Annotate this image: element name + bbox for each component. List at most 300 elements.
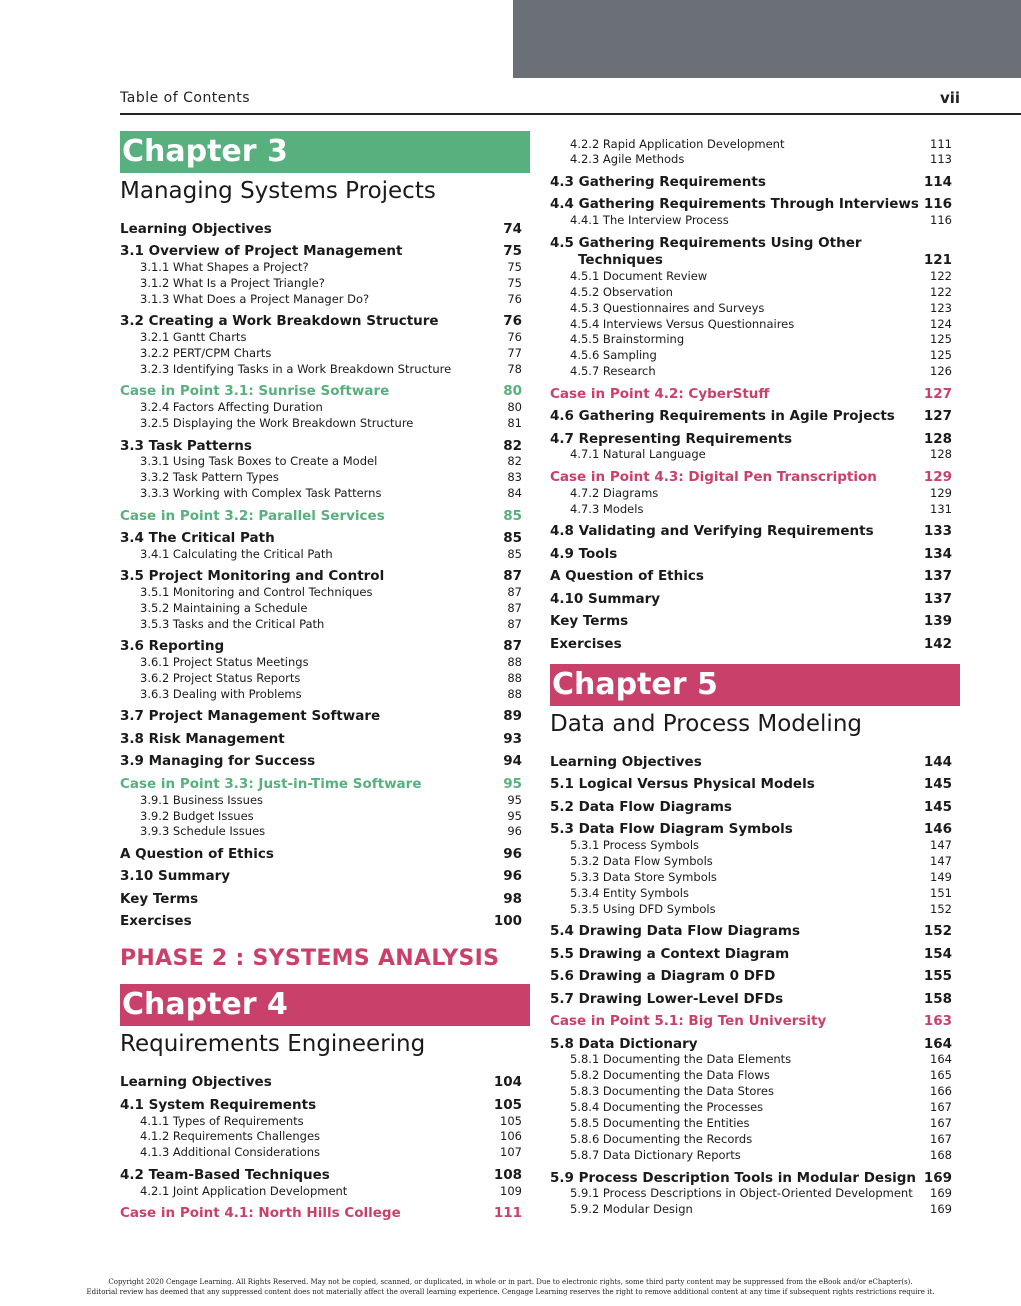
- toc-entry-title: Learning Objectives: [120, 221, 272, 237]
- toc-entry-title: 3.10 Summary: [120, 868, 231, 884]
- toc-entry-page: 151: [930, 886, 952, 900]
- toc-subentry: [120, 260, 522, 275]
- toc-entry-title: 3.6.2 Project Status Reports: [140, 671, 301, 685]
- toc-entry: [550, 946, 952, 964]
- toc-entry: [120, 530, 522, 548]
- toc-entry-page: 111: [493, 1205, 522, 1221]
- toc-entry-title: 3.3.3 Working with Complex Task Patterns: [140, 486, 382, 500]
- toc-subentry: [550, 1052, 952, 1067]
- toc-entry-page: 126: [930, 364, 952, 378]
- toc-subentry: [550, 1100, 952, 1115]
- toc-entry-page: 168: [930, 1148, 952, 1162]
- toc-entry-title: 5.8.5 Documenting the Entities: [570, 1116, 750, 1130]
- toc-subentry: [120, 655, 522, 670]
- toc-entry-page: 89: [503, 708, 522, 724]
- toc-entry-title: 3.3.1 Using Task Boxes to Create a Model: [140, 454, 378, 468]
- toc-entry-page: 146: [923, 821, 952, 837]
- toc-subentry: [120, 470, 522, 485]
- copyright-line-1: Copyright 2020 Cengage Learning. All Rights Reserved. May not be copied, scanned, or duplicated, in whole or in part. Due to electronic rights, some third party content may be suppressed from the eBook and/or eChapter(s).: [108, 1278, 913, 1286]
- toc-subentry: [120, 346, 522, 361]
- toc-entry-page: 128: [930, 447, 952, 461]
- toc-entry: [120, 1167, 522, 1185]
- toc-entry-title: 4.10 Summary: [550, 591, 661, 607]
- toc-subentry: [120, 547, 522, 562]
- toc-entry: [120, 1074, 522, 1092]
- toc-subentry: [550, 870, 952, 885]
- toc-entry-page: 100: [493, 913, 522, 929]
- toc-entry-page: 88: [507, 671, 522, 685]
- toc-entry-title: 3.9 Managing for Success: [120, 753, 316, 769]
- toc-entry-page: 77: [507, 346, 522, 360]
- toc-entry-title: Case in Point 4.2: CyberStuff: [550, 386, 770, 402]
- toc-entry-page: 74: [503, 221, 522, 237]
- toc-entry: [550, 568, 952, 586]
- toc-entry-title: 3.2.3 Identifying Tasks in a Work Breakdown Structure: [140, 362, 452, 376]
- toc-entry: [550, 613, 952, 631]
- chapter-4-banner: Chapter 4: [120, 984, 530, 1026]
- toc-entry-title: 4.1.2 Requirements Challenges: [140, 1129, 321, 1143]
- toc-entry: [120, 1097, 522, 1115]
- toc-entry: [120, 846, 522, 864]
- toc-entry: [120, 568, 522, 586]
- toc-subentry: [120, 362, 522, 377]
- toc-entry-page: 95: [507, 793, 522, 807]
- toc-entry-page: 96: [503, 846, 522, 862]
- toc-entry-page: 87: [507, 585, 522, 599]
- toc-case-in-point: [120, 508, 522, 526]
- toc-entry-title: 4.3 Gathering Requirements: [550, 174, 766, 190]
- toc-entry-title: 3.4 The Critical Path: [120, 530, 275, 546]
- toc-entry-page: 81: [507, 416, 522, 430]
- toc-subentry: [120, 330, 522, 345]
- toc-entry-page: 169: [930, 1202, 952, 1216]
- toc-entry-page: 155: [923, 968, 952, 984]
- toc-entry-page: 152: [923, 923, 952, 939]
- toc-entry: [550, 776, 952, 794]
- toc-entry-page: 114: [923, 174, 952, 190]
- toc-entry: [550, 235, 952, 253]
- toc-entry-page: 152: [930, 902, 952, 916]
- toc-entry-title: 4.2.3 Agile Methods: [570, 152, 685, 166]
- toc-subentry: [120, 671, 522, 686]
- toc-entry-title: 5.8.7 Data Dictionary Reports: [570, 1148, 741, 1162]
- toc-entry-title: 4.5.1 Document Review: [570, 269, 708, 283]
- toc-entry-title: Case in Point 3.3: Just-in-Time Software: [120, 776, 422, 792]
- toc-entry-title: 3.6.3 Dealing with Problems: [140, 687, 302, 701]
- toc-entry-title: 5.8.6 Documenting the Records: [570, 1132, 753, 1146]
- header-rule: [120, 113, 1021, 115]
- toc-entry: [550, 636, 952, 654]
- toc-entry: [550, 546, 952, 564]
- toc-entry-title: Case in Point 4.1: North Hills College: [120, 1205, 401, 1221]
- toc-entry-title: 5.5 Drawing a Context Diagram: [550, 946, 790, 962]
- toc-subentry: [550, 1132, 952, 1147]
- toc-subentry: [550, 213, 952, 228]
- toc-entry-page: 85: [503, 530, 522, 546]
- toc-entry: [550, 754, 952, 772]
- toc-entry-title: 3.3.2 Task Pattern Types: [140, 470, 279, 484]
- toc-entry-title: 3.5 Project Monitoring and Control: [120, 568, 385, 584]
- toc-entry-page: 116: [930, 213, 952, 227]
- toc-entry-title: 5.8.1 Documenting the Data Elements: [570, 1052, 792, 1066]
- toc-entry-page: 137: [923, 568, 952, 584]
- toc-entry-title: 4.2.1 Joint Application Development: [140, 1184, 348, 1198]
- toc-entry-title: 4.5.5 Brainstorming: [570, 332, 685, 346]
- toc-subentry: [550, 269, 952, 284]
- toc-case-in-point: [120, 776, 522, 794]
- toc-entry-title: 5.8.3 Documenting the Data Stores: [570, 1084, 774, 1098]
- toc-entry-page: 76: [507, 330, 522, 344]
- toc-subentry: [550, 137, 952, 152]
- toc-subentry: [120, 585, 522, 600]
- toc-entry-page: 105: [500, 1114, 522, 1128]
- toc-entry-title: 4.9 Tools: [550, 546, 618, 562]
- toc-entry-page: 122: [930, 285, 952, 299]
- toc-entry-title: Case in Point 4.3: Digital Pen Transcription: [550, 469, 877, 485]
- toc-case-in-point: [120, 383, 522, 401]
- toc-entry-title: 4.2.2 Rapid Application Development: [570, 137, 785, 151]
- toc-entry-title: 5.3.2 Data Flow Symbols: [570, 854, 713, 868]
- toc-entry-page: 164: [923, 1036, 952, 1052]
- toc-subentry: [120, 400, 522, 415]
- toc-entry-page: 87: [503, 638, 522, 654]
- running-head-title: Table of Contents: [120, 90, 251, 106]
- running-head: [120, 88, 960, 110]
- toc-subentry: [120, 416, 522, 431]
- toc-case-in-point: [550, 1013, 952, 1031]
- toc-entry-title: Case in Point 3.2: Parallel Services: [120, 508, 385, 524]
- toc-entry: [120, 731, 522, 749]
- toc-entry-page: 125: [930, 332, 952, 346]
- toc-entry-page: 142: [923, 636, 952, 652]
- toc-subentry: [550, 364, 952, 379]
- phase-heading: PHASE 2 : SYSTEMS ANALYSIS: [120, 946, 500, 971]
- toc-subentry: [550, 854, 952, 869]
- toc-entry-page: 163: [923, 1013, 952, 1029]
- toc-subentry: [120, 292, 522, 307]
- toc-subentry: [550, 348, 952, 363]
- toc-entry-page: 122: [930, 269, 952, 283]
- toc-subentry: [550, 301, 952, 316]
- toc-entry-page: 85: [503, 508, 522, 524]
- toc-entry-title: 5.7 Drawing Lower-Level DFDs: [550, 991, 784, 1007]
- toc-entry-page: 137: [923, 591, 952, 607]
- toc-entry-title: 3.1.3 What Does a Project Manager Do?: [140, 292, 370, 306]
- toc-entry-title: 5.3.5 Using DFD Symbols: [570, 902, 716, 916]
- toc-entry-page: 80: [503, 383, 522, 399]
- toc-entry-page: 84: [507, 486, 522, 500]
- toc-subentry: [120, 601, 522, 616]
- top-gray-band: [513, 0, 1021, 78]
- toc-entry-page: 75: [507, 276, 522, 290]
- toc-entry-page: 88: [507, 687, 522, 701]
- toc-case-in-point: [550, 469, 952, 487]
- toc-subentry: [550, 1116, 952, 1131]
- chapter-5-title: Data and Process Modeling: [550, 711, 862, 737]
- toc-subentry: [550, 332, 952, 347]
- toc-entry-title: 5.8.2 Documenting the Data Flows: [570, 1068, 770, 1082]
- toc-entry-title: Exercises: [120, 913, 192, 929]
- toc-subentry: [120, 1184, 522, 1199]
- toc-entry-page: 145: [923, 776, 952, 792]
- toc-subentry: [120, 1129, 522, 1144]
- toc-entry-page: 123: [930, 301, 952, 315]
- toc-entry-page: 169: [923, 1170, 952, 1186]
- toc-entry-title: 3.5.1 Monitoring and Control Techniques: [140, 585, 373, 599]
- toc-entry-title: 4.7 Representing Requirements: [550, 431, 793, 447]
- toc-subentry: [120, 276, 522, 291]
- toc-entry: [120, 891, 522, 909]
- toc-entry-title: 4.5 Gathering Requirements Using Other: [550, 235, 862, 251]
- toc-entry-page: 133: [923, 523, 952, 539]
- toc-entry: [550, 991, 952, 1009]
- toc-entry-page: 82: [507, 454, 522, 468]
- toc-entry-title: 3.7 Project Management Software: [120, 708, 381, 724]
- toc-entry-title: 4.1 System Requirements: [120, 1097, 317, 1113]
- toc-entry-title: 3.2.2 PERT/CPM Charts: [140, 346, 272, 360]
- toc-entry-title: 3.2.1 Gantt Charts: [140, 330, 247, 344]
- toc-entry-page: 94: [503, 753, 522, 769]
- toc-entry-title: 3.5.3 Tasks and the Critical Path: [140, 617, 325, 631]
- toc-subentry: [550, 152, 952, 167]
- toc-entry-title: 3.1.2 What Is a Project Triangle?: [140, 276, 325, 290]
- toc-subentry: [550, 486, 952, 501]
- toc-entry: [550, 923, 952, 941]
- toc-entry-page: 134: [923, 546, 952, 562]
- toc-entry-title: 5.3.4 Entity Symbols: [570, 886, 689, 900]
- toc-entry: [550, 968, 952, 986]
- toc-entry-page: 129: [930, 486, 952, 500]
- toc-entry-page: 166: [930, 1084, 952, 1098]
- toc-subentry: [550, 502, 952, 517]
- toc-entry-page: 109: [500, 1184, 522, 1198]
- toc-entry-page: 147: [930, 854, 952, 868]
- toc-entry: [120, 868, 522, 886]
- toc-entry-page: 75: [507, 260, 522, 274]
- toc-entry-page: 76: [503, 313, 522, 329]
- toc-entry-page: 169: [930, 1186, 952, 1200]
- toc-subentry: [120, 793, 522, 808]
- toc-subentry: [120, 824, 522, 839]
- toc-entry-title: 5.2 Data Flow Diagrams: [550, 799, 732, 815]
- toc-subentry: [550, 1068, 952, 1083]
- toc-entry-title: 5.6 Drawing a Diagram 0 DFD: [550, 968, 776, 984]
- toc-entry-title: 5.4 Drawing Data Flow Diagrams: [550, 923, 801, 939]
- toc-entry-title: 4.7.3 Models: [570, 502, 644, 516]
- toc-entry-title: 3.4.1 Calculating the Critical Path: [140, 547, 333, 561]
- toc-entry-title: 4.7.1 Natural Language: [570, 447, 706, 461]
- toc-entry: [550, 174, 952, 192]
- toc-entry-title: 4.5.7 Research: [570, 364, 656, 378]
- toc-entry-title: 3.6.1 Project Status Meetings: [140, 655, 309, 669]
- toc-entry-title: 4.5.2 Observation: [570, 285, 673, 299]
- toc-entry-title: Exercises: [550, 636, 622, 652]
- toc-subentry: [550, 317, 952, 332]
- toc-entry-title: 3.9.2 Budget Issues: [140, 809, 254, 823]
- chapter-4-title: Requirements Engineering: [120, 1031, 426, 1057]
- toc-entry: [550, 821, 952, 839]
- toc-entry-title: 5.9.2 Modular Design: [570, 1202, 693, 1216]
- toc-subentry: [120, 617, 522, 632]
- toc-entry-title: 5.3.3 Data Store Symbols: [570, 870, 717, 884]
- toc-entry-title: Key Terms: [120, 891, 199, 907]
- toc-entry: [120, 638, 522, 656]
- toc-entry-page: 88: [507, 655, 522, 669]
- toc-entry-title: 4.4.1 The Interview Process: [570, 213, 729, 227]
- toc-entry: [550, 591, 952, 609]
- toc-entry-title: 4.2 Team-Based Techniques: [120, 1167, 330, 1183]
- toc-entry-page: 76: [507, 292, 522, 306]
- toc-entry-page: 85: [507, 547, 522, 561]
- toc-entry-title: 3.2 Creating a Work Breakdown Structure: [120, 313, 439, 329]
- toc-entry-title: 3.3 Task Patterns: [120, 438, 252, 454]
- toc-subentry: [120, 1145, 522, 1160]
- toc-entry-page: 93: [503, 731, 522, 747]
- toc-entry-page: 131: [930, 502, 952, 516]
- toc-entry-page: 96: [503, 868, 522, 884]
- toc-entry-title: Learning Objectives: [120, 1074, 272, 1090]
- toc-entry-page: 111: [930, 137, 952, 151]
- toc-entry-title: 5.9 Process Description Tools in Modular Design: [550, 1170, 917, 1186]
- toc-entry: [120, 708, 522, 726]
- toc-entry-title: 4.7.2 Diagrams: [570, 486, 659, 500]
- toc-entry-page: 75: [503, 243, 522, 259]
- toc-entry-page: 125: [930, 348, 952, 362]
- toc-entry-page: 105: [493, 1097, 522, 1113]
- toc-case-in-point: [120, 1205, 522, 1223]
- toc-entry-page: 158: [923, 991, 952, 1007]
- toc-entry-title: Case in Point 3.1: Sunrise Software: [120, 383, 390, 399]
- toc-entry-page: 83: [507, 470, 522, 484]
- toc-entry-title: Case in Point 5.1: Big Ten University: [550, 1013, 827, 1029]
- toc-entry-title: 5.8 Data Dictionary: [550, 1036, 698, 1052]
- toc-entry-page: 147: [930, 838, 952, 852]
- toc-entry-title: Techniques: [578, 252, 663, 268]
- chapter-3-title: Managing Systems Projects: [120, 178, 436, 204]
- toc-entry-page: 127: [923, 386, 952, 402]
- toc-entry-page: 128: [923, 431, 952, 447]
- toc-entry-title: A Question of Ethics: [550, 568, 704, 584]
- toc-subentry: [550, 886, 952, 901]
- toc-entry: [550, 799, 952, 817]
- toc-subentry: [120, 809, 522, 824]
- toc-entry-page: 82: [503, 438, 522, 454]
- toc-entry-title: 3.2.4 Factors Affecting Duration: [140, 400, 323, 414]
- toc-entry-page: 104: [493, 1074, 522, 1090]
- toc-entry-page: 78: [507, 362, 522, 376]
- toc-entry-page: 121: [923, 252, 952, 268]
- toc-entry-title: 4.5.3 Questionnaires and Surveys: [570, 301, 765, 315]
- toc-entry-title: Learning Objectives: [550, 754, 702, 770]
- toc-entry-page: 87: [507, 617, 522, 631]
- toc-case-in-point: [550, 386, 952, 404]
- toc-entry-page: 96: [507, 824, 522, 838]
- toc-entry-page: 167: [930, 1132, 952, 1146]
- toc-entry-page: 95: [503, 776, 522, 792]
- toc-subentry: [120, 687, 522, 702]
- toc-subentry: [550, 838, 952, 853]
- toc-entry-page: 98: [503, 891, 522, 907]
- toc-entry-page: 149: [930, 870, 952, 884]
- toc-entry-title: 4.1.1 Types of Requirements: [140, 1114, 304, 1128]
- toc-entry: [120, 221, 522, 239]
- toc-entry-title: A Question of Ethics: [120, 846, 274, 862]
- toc-subentry: [550, 1084, 952, 1099]
- toc-entry: [120, 913, 522, 931]
- toc-entry-page: 87: [507, 601, 522, 615]
- toc-entry: [120, 313, 522, 331]
- toc-entry-page: 113: [930, 152, 952, 166]
- copyright-line-2: Editorial review has deemed that any suppressed content does not materially affect the overall learning experience. Cengage Learning reserves the right to remove additional content at any time if subsequent rights restrictions require it.: [86, 1288, 935, 1296]
- toc-entry-page: 80: [507, 400, 522, 414]
- toc-entry-title: 4.8 Validating and Verifying Requirements: [550, 523, 874, 539]
- toc-entry-title: 5.8.4 Documenting the Processes: [570, 1100, 764, 1114]
- toc-entry-title: Key Terms: [550, 613, 629, 629]
- toc-entry-page: 154: [923, 946, 952, 962]
- page-number: vii: [939, 89, 960, 107]
- toc-subentry: [120, 454, 522, 469]
- toc-entry-page: 167: [930, 1100, 952, 1114]
- toc-entry: [550, 408, 952, 426]
- toc-entry-title: 5.3.1 Process Symbols: [570, 838, 700, 852]
- toc-entry-title: 3.2.5 Displaying the Work Breakdown Structure: [140, 416, 414, 430]
- toc-entry-title: 4.5.4 Interviews Versus Questionnaires: [570, 317, 795, 331]
- toc-entry-page: 167: [930, 1116, 952, 1130]
- toc-entry-title: 5.3 Data Flow Diagram Symbols: [550, 821, 793, 837]
- toc-entry-page: 165: [930, 1068, 952, 1082]
- toc-subentry: [550, 447, 952, 462]
- toc-subentry: [550, 285, 952, 300]
- toc-entry-page: 129: [923, 469, 952, 485]
- toc-subentry: [120, 1114, 522, 1129]
- toc-entry: [120, 243, 522, 261]
- toc-entry-title: 4.5.6 Sampling: [570, 348, 657, 362]
- toc-entry-page: 95: [507, 809, 522, 823]
- toc-entry-page: 139: [923, 613, 952, 629]
- toc-subentry: [120, 486, 522, 501]
- toc-subentry: [550, 1148, 952, 1163]
- toc-entry: [120, 753, 522, 771]
- toc-entry-page: 124: [930, 317, 952, 331]
- toc-entry: [550, 252, 952, 270]
- toc-entry-page: 116: [923, 196, 952, 212]
- toc-entry-title: 3.1 Overview of Project Management: [120, 243, 403, 259]
- toc-entry-title: 3.5.2 Maintaining a Schedule: [140, 601, 308, 615]
- toc-subentry: [550, 902, 952, 917]
- toc-entry-title: 4.6 Gathering Requirements in Agile Projects: [550, 408, 895, 424]
- toc-entry-title: 5.9.1 Process Descriptions in Object-Oriented Development: [570, 1186, 913, 1200]
- toc-entry-title: 5.1 Logical Versus Physical Models: [550, 776, 815, 792]
- toc-entry-page: 145: [923, 799, 952, 815]
- toc-entry-page: 107: [500, 1145, 522, 1159]
- toc-subentry: [550, 1202, 952, 1217]
- copyright-footer: [0, 1277, 1021, 1297]
- toc-entry-title: 3.6 Reporting: [120, 638, 225, 654]
- toc-entry: [550, 196, 952, 214]
- toc-entry-page: 127: [923, 408, 952, 424]
- chapter-5-banner: Chapter 5: [550, 664, 960, 706]
- toc-entry-title: 3.9.3 Schedule Issues: [140, 824, 266, 838]
- toc-entry-title: 3.8 Risk Management: [120, 731, 285, 747]
- toc-entry-page: 144: [923, 754, 952, 770]
- toc-subentry: [550, 1186, 952, 1201]
- toc-entry-page: 106: [500, 1129, 522, 1143]
- toc-entry-title: 4.1.3 Additional Considerations: [140, 1145, 321, 1159]
- toc-entry-title: 3.9.1 Business Issues: [140, 793, 264, 807]
- chapter-3-banner: Chapter 3: [120, 131, 530, 173]
- toc-entry: [550, 523, 952, 541]
- toc-entry-title: 4.4 Gathering Requirements Through Interviews: [550, 196, 919, 212]
